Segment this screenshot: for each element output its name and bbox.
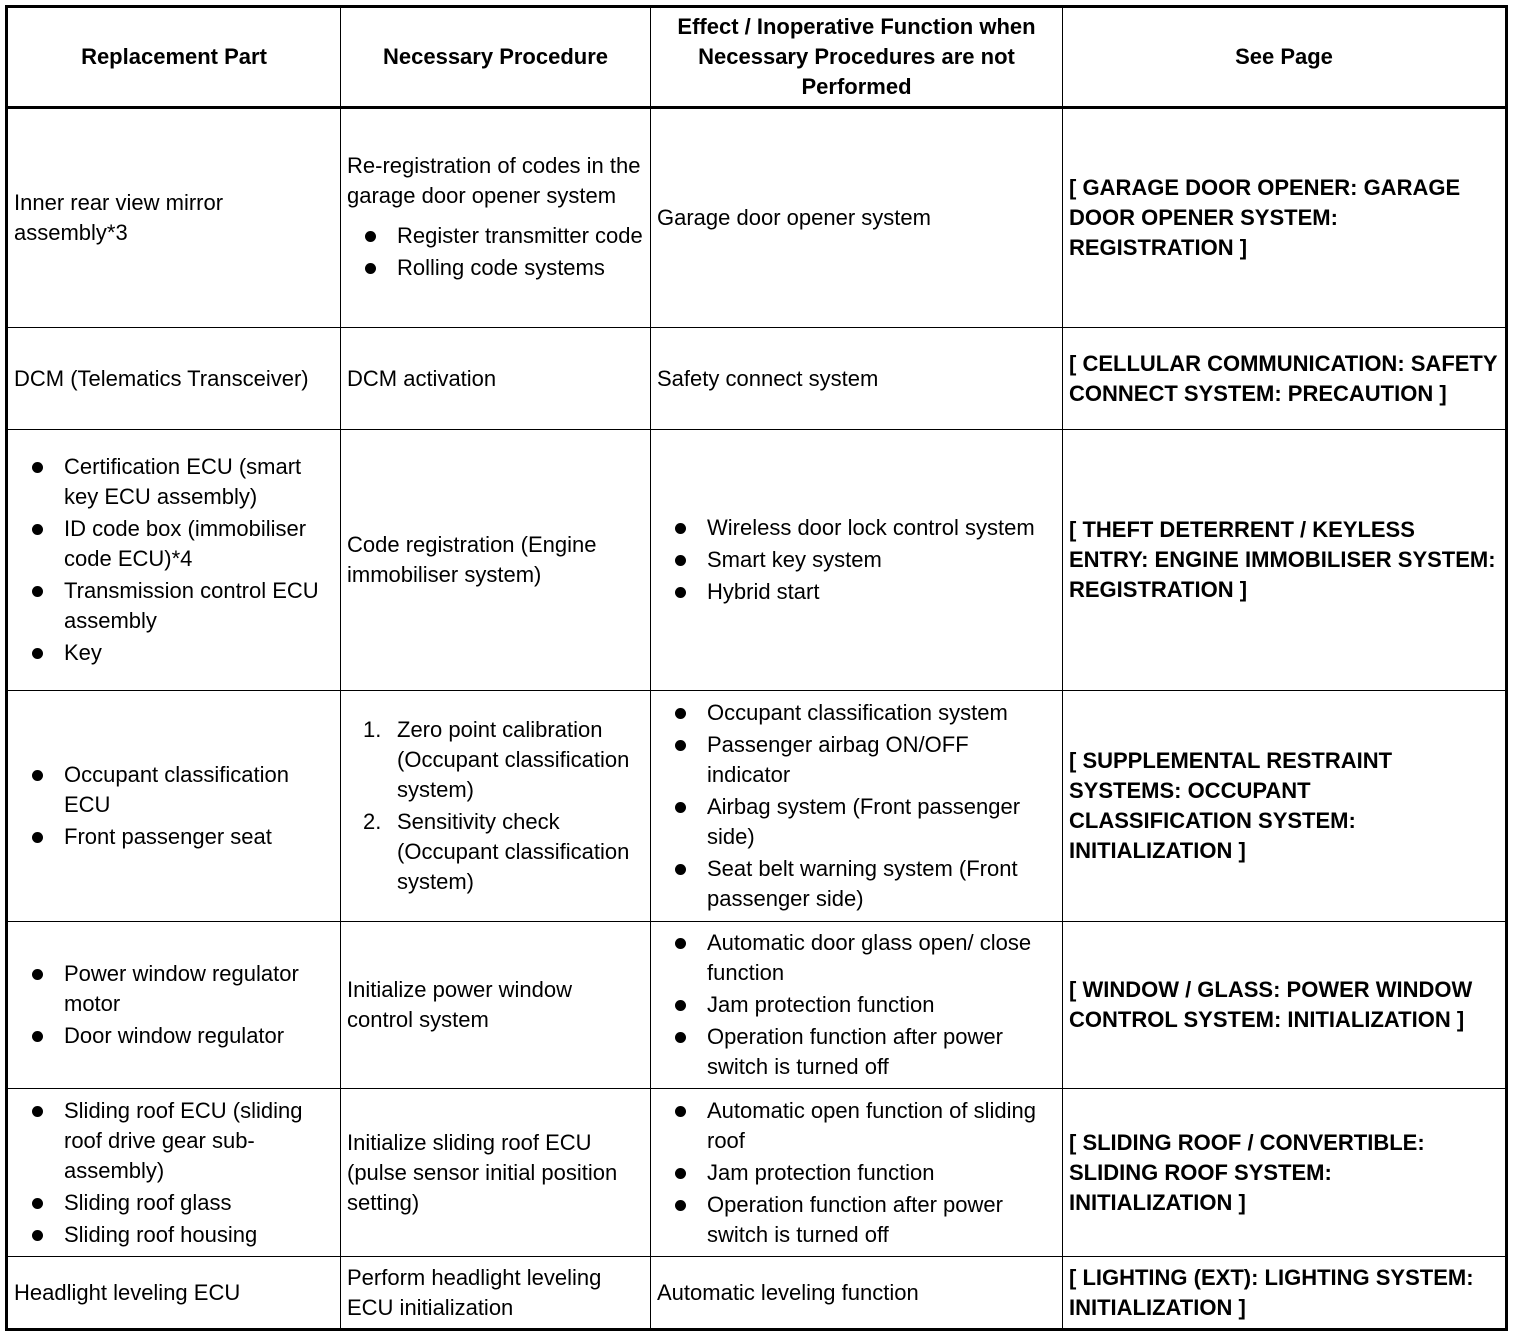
list-number: 1.	[363, 717, 382, 742]
procedure-cell	[341, 108, 651, 328]
list-item	[14, 452, 334, 512]
cell-text: DCM (Telematics Transceiver)	[14, 365, 309, 391]
list-item-text: Operation function after power switch is turned off	[707, 1024, 1003, 1079]
table-row	[7, 922, 1507, 1089]
cell-text: Code registration (Engine immobiliser system)	[347, 532, 597, 587]
list-item-text: Door window regulator	[64, 1023, 285, 1048]
list-item-text: Jam protection function	[707, 1159, 935, 1185]
procedure-cell	[341, 1089, 651, 1257]
see-page-cell	[1063, 430, 1507, 691]
list-item	[14, 514, 334, 574]
header-effect: Effect / Inoperative Function when Necessary Procedures are not Performed	[651, 7, 1063, 108]
replacement-procedures-table	[5, 5, 1508, 1331]
table-body	[7, 108, 1507, 1330]
replacement-part-cell	[7, 1257, 341, 1330]
procedure-cell	[341, 1257, 651, 1330]
table-row	[7, 430, 1507, 691]
see-page-cell	[1063, 1089, 1507, 1257]
replacement-part-cell	[7, 430, 341, 691]
list-item	[657, 1190, 1056, 1250]
list-item	[347, 715, 644, 805]
table-row	[7, 108, 1507, 328]
list-item	[14, 638, 334, 668]
effect-cell	[651, 108, 1063, 328]
see-page-cell	[1063, 922, 1507, 1089]
effect-cell	[651, 1089, 1063, 1257]
see-page-reference[interactable]: [ GARAGE DOOR OPENER: GARAGE DOOR OPENER SYSTEM: REGISTRATION ]	[1069, 175, 1461, 260]
list-item	[657, 854, 1056, 914]
list-item-text: Sliding roof glass	[64, 1189, 232, 1215]
replacement-part-cell	[7, 1089, 341, 1257]
list-item	[347, 807, 644, 897]
list-item-text: Occupant classification system	[707, 700, 1008, 725]
effect-cell	[651, 1257, 1063, 1330]
list-item-text: Occupant classification ECU	[64, 762, 289, 817]
cell-text: Safety connect system	[657, 365, 879, 391]
list-item-text: Wireless door lock control system	[707, 515, 1035, 540]
list-item	[657, 1022, 1056, 1082]
see-page-reference[interactable]: [ LIGHTING (EXT): LIGHTING SYSTEM: INITIALIZATION ]	[1069, 1264, 1474, 1320]
bullet-list	[14, 452, 334, 668]
list-item	[14, 822, 334, 852]
list-item	[14, 1220, 334, 1250]
see-page-reference[interactable]: [ CELLULAR COMMUNICATION: SAFETY CONNECT SYSTEM: PRECAUTION ]	[1069, 350, 1498, 406]
see-page-reference[interactable]: [ THEFT DETERRENT / KEYLESS ENTRY: ENGINE IMMOBILISER SYSTEM: REGISTRATION ]	[1069, 517, 1496, 602]
see-page-reference[interactable]: [ SLIDING ROOF / CONVERTIBLE: SLIDING ROOF SYSTEM: INITIALIZATION ]	[1069, 1129, 1425, 1215]
replacement-part-cell	[7, 328, 341, 430]
bullet-list	[347, 221, 644, 283]
effect-cell	[651, 328, 1063, 430]
list-item	[14, 1188, 334, 1218]
effect-cell	[651, 691, 1063, 922]
list-item-text: Hybrid start	[707, 579, 820, 604]
list-item-text: Smart key system	[707, 547, 882, 572]
list-item-text: Jam protection function	[707, 992, 935, 1017]
list-item	[657, 1096, 1056, 1156]
list-item-text: Key	[64, 640, 102, 665]
cell-text: Initialize power window control system	[347, 977, 572, 1032]
replacement-part-cell	[7, 108, 341, 328]
cell-text: Initialize sliding roof ECU (pulse sensor initial position setting)	[347, 1129, 618, 1215]
table-row	[7, 1089, 1507, 1257]
list-item-text: Sliding roof housing	[64, 1221, 258, 1247]
list-item-text: Operation function after power switch is turned off	[707, 1191, 1003, 1247]
bullet-list	[657, 513, 1056, 607]
effect-cell	[651, 430, 1063, 691]
header-see-page: See Page	[1063, 7, 1507, 108]
list-item-text: Front passenger seat	[64, 824, 272, 849]
list-item-text: Passenger airbag ON/OFF indicator	[707, 732, 969, 787]
bullet-list	[657, 928, 1056, 1082]
list-item-text: Automatic open function of sliding roof	[707, 1097, 1036, 1153]
list-item	[657, 577, 1056, 607]
numbered-list	[347, 715, 644, 897]
list-item	[657, 928, 1056, 988]
list-item-text: Sensitivity check (Occupant classification system)	[397, 809, 630, 894]
cell-text: Inner rear view mirror assembly*3	[14, 190, 224, 245]
cell-text: DCM activation	[347, 365, 497, 391]
list-item-text: Rolling code systems	[397, 255, 605, 280]
cell-text: Garage door opener system	[657, 205, 931, 230]
list-item-text: Automatic door glass open/ close function	[707, 930, 1032, 985]
list-item	[657, 545, 1056, 575]
procedure-cell	[341, 922, 651, 1089]
list-item-text: Power window regulator motor	[64, 961, 299, 1016]
list-item	[347, 221, 644, 251]
list-item	[14, 760, 334, 820]
list-item-text: Zero point calibration (Occupant classification system)	[397, 717, 630, 802]
see-page-reference[interactable]: [ SUPPLEMENTAL RESTRAINT SYSTEMS: OCCUPANT CLASSIFICATION SYSTEM: INITIALIZATION ]	[1069, 748, 1393, 863]
header-replacement-part: Replacement Part	[7, 7, 341, 108]
list-item	[657, 730, 1056, 790]
procedure-cell	[341, 691, 651, 922]
list-item-text: Certification ECU (smart key ECU assembly)	[64, 454, 302, 509]
cell-text: Automatic leveling function	[657, 1279, 919, 1305]
list-item	[657, 990, 1056, 1020]
list-item	[347, 253, 644, 283]
bullet-list	[14, 760, 334, 852]
list-item	[14, 1021, 334, 1051]
header-row	[7, 7, 1507, 108]
list-item-text: Seat belt warning system (Front passenger side)	[707, 856, 1018, 911]
list-item	[14, 1096, 334, 1186]
table-row	[7, 328, 1507, 430]
bullet-list	[14, 959, 334, 1051]
bullet-list	[657, 698, 1056, 914]
list-item	[657, 698, 1056, 728]
bullet-list	[657, 1096, 1056, 1250]
list-item	[14, 576, 334, 636]
list-item-text: Transmission control ECU assembly	[64, 578, 319, 633]
effect-cell	[651, 922, 1063, 1089]
replacement-part-cell	[7, 691, 341, 922]
header-necessary-procedure: Necessary Procedure	[341, 7, 651, 108]
bullet-list	[14, 1096, 334, 1250]
table-row	[7, 691, 1507, 922]
list-item	[657, 513, 1056, 543]
see-page-reference[interactable]: [ WINDOW / GLASS: POWER WINDOW CONTROL SYSTEM: INITIALIZATION ]	[1069, 977, 1473, 1032]
see-page-cell	[1063, 691, 1507, 922]
cell-text: Re-registration of codes in the garage door opener system	[347, 153, 641, 208]
list-item-text: Sliding roof ECU (sliding roof drive gear sub-assembly)	[64, 1097, 303, 1183]
replacement-part-cell	[7, 922, 341, 1089]
list-item	[657, 792, 1056, 852]
cell-text: Perform headlight leveling ECU initialization	[347, 1264, 602, 1320]
see-page-cell	[1063, 328, 1507, 430]
cell-text: Headlight leveling ECU	[14, 1279, 241, 1305]
list-item-text: Register transmitter code	[397, 223, 643, 248]
list-number: 2.	[363, 809, 382, 834]
list-item-text: Airbag system (Front passenger side)	[707, 794, 1021, 849]
list-item	[657, 1158, 1056, 1188]
procedure-cell	[341, 328, 651, 430]
list-item	[14, 959, 334, 1019]
list-item-text: ID code box (immobiliser code ECU)*4	[64, 516, 307, 571]
see-page-cell	[1063, 1257, 1507, 1330]
table-row	[7, 1257, 1507, 1330]
see-page-cell	[1063, 108, 1507, 328]
procedure-cell	[341, 430, 651, 691]
